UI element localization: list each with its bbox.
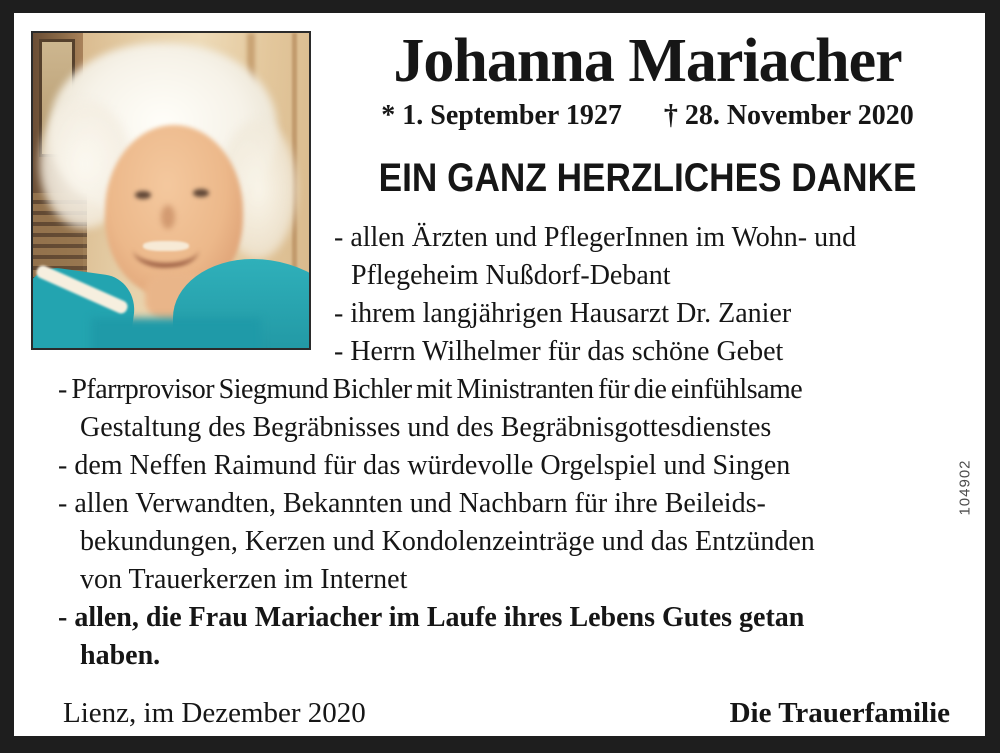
thanks-line: - dem Neffen Raimund für das würdevolle Orgelspiel und Singen xyxy=(58,450,791,481)
photo-teeth-highlight xyxy=(143,241,189,251)
thanks-heading xyxy=(314,156,981,206)
death-date: † 28. November 2020 xyxy=(663,100,914,131)
thanks-line: - allen Verwandten, Bekannten und Nachbarn für ihre Beileids- xyxy=(58,488,766,519)
thanks-list-beside-photo xyxy=(334,219,856,371)
thanks-line: - ihrem langjährigen Hausarzt Dr. Zanier xyxy=(334,298,792,329)
life-dates xyxy=(314,101,981,131)
birth-date: * 1. September 1927 xyxy=(381,100,622,131)
thanks-line: - allen Ärzten und PflegerInnen im Wohn- und xyxy=(334,222,857,253)
photo-right-eye xyxy=(193,189,209,197)
thanks-list-full-width xyxy=(58,371,815,675)
photo-nose-shadow xyxy=(161,205,175,229)
notice-header xyxy=(314,27,981,206)
notice-sheet xyxy=(14,13,985,736)
thanks-line-continuation: Gestaltung des Begräbnisses und des Begräbnisgottesdienstes xyxy=(80,412,772,443)
thanks-line-continuation: bekundungen, Kerzen und Kondolenzeinträge und das Entzünden xyxy=(80,526,815,557)
thanks-line-emphasis-continuation: haben. xyxy=(80,640,161,671)
mourning-family-signature: Die Trauerfamilie xyxy=(729,697,950,729)
photo-teal-clothing-bottom xyxy=(91,318,261,350)
thanks-line: - Herrn Wilhelmer für das schöne Gebet xyxy=(334,336,784,367)
thanks-line: - Pfarrprovisor Siegmund Bichler mit Ministranten für die einfühlsame xyxy=(58,374,803,405)
deceased-name: Johanna Mariacher xyxy=(393,27,902,95)
thanks-line-continuation: von Trauerkerzen im Internet xyxy=(80,564,408,595)
thanks-line-continuation: Pflegeheim Nußdorf-Debant xyxy=(351,260,671,291)
thanks-line-emphasis: - allen, die Frau Mariacher im Laufe ihres Lebens Gutes getan xyxy=(58,602,805,633)
thanks-heading-text: EIN GANZ HERZLICHES DANKE xyxy=(378,156,917,200)
notice-reference-number: 104902 xyxy=(956,459,974,516)
photo-left-eye xyxy=(135,191,151,199)
portrait-photo xyxy=(31,31,311,350)
place-and-date: Lienz, im Dezember 2020 xyxy=(63,697,366,729)
